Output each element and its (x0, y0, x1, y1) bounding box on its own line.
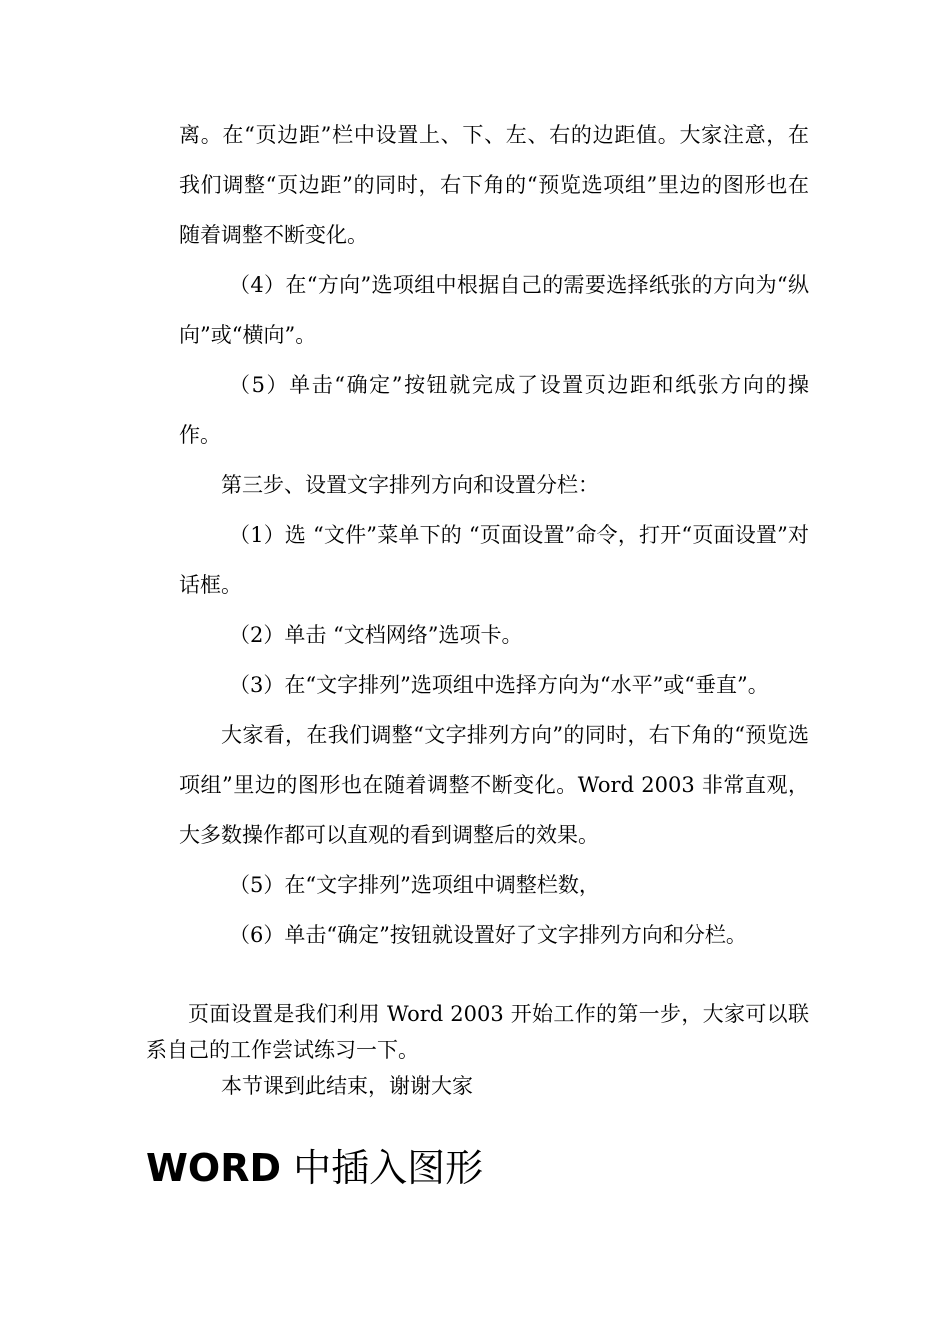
heading-cjk: 中插入图形 (281, 1146, 484, 1190)
paragraph-step-4-orientation: （4）在“方向”选项组中根据自己的需要选择纸张的方向为“纵向”或“横向”。 (179, 273, 809, 347)
paragraph-step-1-open-dialog: （1）选 “文件”菜单下的 “页面设置”命令，打开“页面设置”对话框。 (179, 523, 809, 597)
heading-latin: WORD (146, 1146, 282, 1190)
section-step-three: 第三步、设置文字排列方向和设置分栏： (221, 473, 599, 497)
paragraph-step-5-confirm: （5）单击“确定”按钮就完成了设置页边距和纸张方向的操作。 (179, 373, 809, 447)
paragraph-step-3-direction: （3）在“文字排列”选项组中选择方向为“水平”或“垂直”。 (229, 673, 769, 697)
paragraph-preview-note: 大家看，在我们调整“文字排列方向”的同时，右下角的“预览选项组”里边的图形也在随着调整不断变化。Word 2003 非常直观，大多数操作都可以直观的看到调整后的效果。 (179, 723, 809, 847)
paragraph-step-2-grid-tab: （2）单击 “文档网络”选项卡。 (229, 623, 523, 647)
section-heading (146, 1138, 483, 1198)
paragraph-closing: 本节课到此结束，谢谢大家 (221, 1074, 473, 1098)
paragraph-margins-note: 离。在“页边距”栏中设置上、下、左、右的边距值。大家注意，在我们调整“页边距”的同时，右下角的“预览选项组”里边的图形也在随着调整不断变化。 (179, 123, 809, 247)
paragraph-step-5-columns: （5）在“文字排列”选项组中调整栏数， (229, 873, 600, 897)
paragraph-step-6-confirm: （6）单击“确定”按钮就设置好了文字排列方向和分栏。 (229, 923, 747, 947)
paragraph-summary: 页面设置是我们利用 Word 2003 开始工作的第一步，大家可以联系自己的工作尝试练习一下。 (146, 1002, 809, 1062)
